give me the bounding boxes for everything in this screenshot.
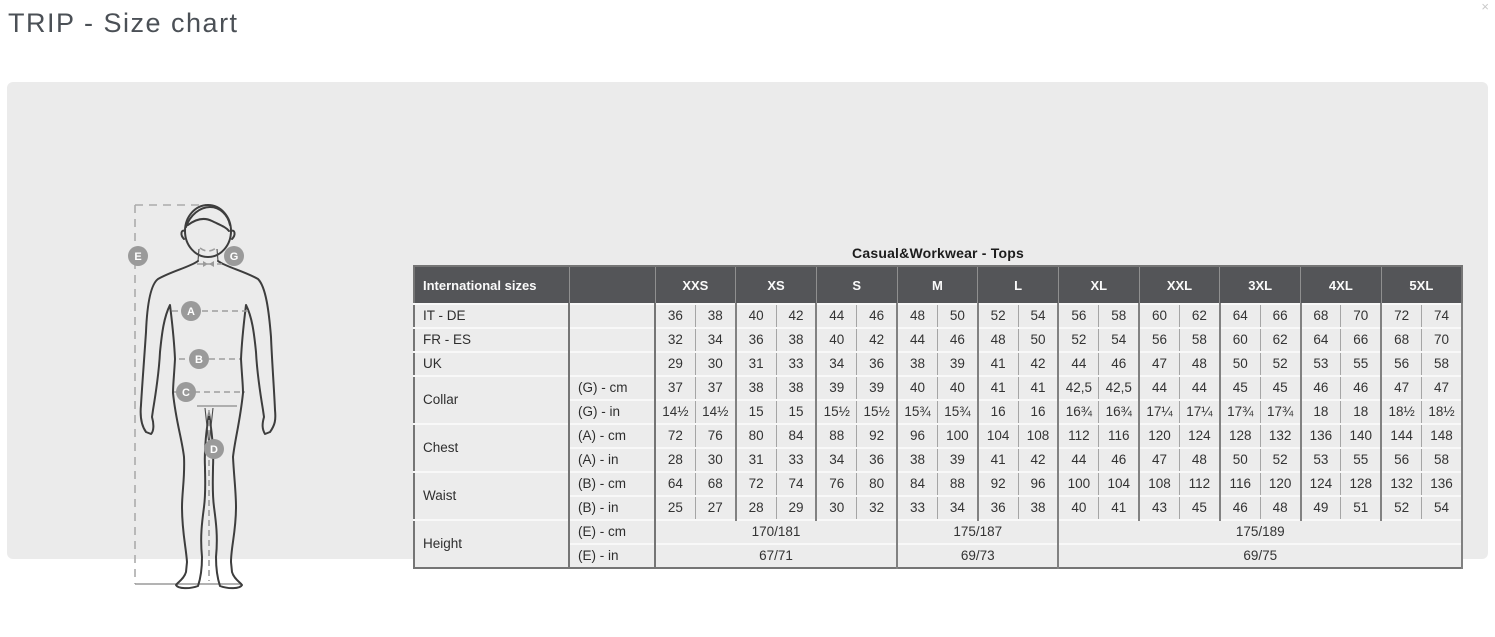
table-row bbox=[414, 448, 1462, 472]
value-cell: 96 bbox=[1018, 472, 1058, 496]
marker-E bbox=[128, 246, 148, 266]
row-sub-label bbox=[569, 328, 655, 352]
value-cell: 49 bbox=[1301, 496, 1341, 520]
row-sub-label: (E) - in bbox=[569, 544, 655, 568]
value-cell: 17¼ bbox=[1139, 400, 1179, 424]
header-size-3xl: 3XL bbox=[1220, 266, 1301, 304]
row-sub-label: (E) - cm bbox=[569, 520, 655, 544]
value-cell: 36 bbox=[978, 496, 1018, 520]
value-cell: 15 bbox=[776, 400, 816, 424]
value-cell: 50 bbox=[1018, 328, 1058, 352]
value-cell: 37 bbox=[655, 376, 695, 400]
row-sub-label bbox=[569, 352, 655, 376]
value-cell: 38 bbox=[736, 376, 776, 400]
size-chart-panel bbox=[7, 82, 1488, 563]
value-cell: 120 bbox=[1260, 472, 1300, 496]
value-cell: 48 bbox=[897, 304, 937, 328]
value-cell: 140 bbox=[1341, 424, 1381, 448]
value-cell: 52 bbox=[1058, 328, 1098, 352]
value-cell: 34 bbox=[816, 448, 856, 472]
value-cell: 64 bbox=[1301, 328, 1341, 352]
merged-value-cell: 67/71 bbox=[655, 544, 897, 568]
size-table-body bbox=[414, 304, 1462, 568]
row-label: UK bbox=[414, 352, 569, 376]
value-cell: 55 bbox=[1341, 352, 1381, 376]
value-cell: 60 bbox=[1220, 328, 1260, 352]
body-measurement-diagram bbox=[102, 177, 342, 637]
value-cell: 38 bbox=[1018, 496, 1058, 520]
value-cell: 128 bbox=[1220, 424, 1260, 448]
value-cell: 18 bbox=[1301, 400, 1341, 424]
merged-value-cell: 175/187 bbox=[897, 520, 1058, 544]
row-label: FR - ES bbox=[414, 328, 569, 352]
value-cell: 108 bbox=[1018, 424, 1058, 448]
table-row bbox=[414, 424, 1462, 448]
merged-value-cell: 69/75 bbox=[1058, 544, 1462, 568]
value-cell: 46 bbox=[857, 304, 897, 328]
marker-A bbox=[181, 301, 201, 321]
value-cell: 54 bbox=[1018, 304, 1058, 328]
value-cell: 18 bbox=[1341, 400, 1381, 424]
row-sub-label: (G) - cm bbox=[569, 376, 655, 400]
value-cell: 116 bbox=[1099, 424, 1139, 448]
value-cell: 36 bbox=[655, 304, 695, 328]
value-cell: 58 bbox=[1422, 448, 1462, 472]
row-label: Height bbox=[414, 520, 569, 568]
value-cell: 88 bbox=[937, 472, 977, 496]
row-sub-label: (B) - in bbox=[569, 496, 655, 520]
value-cell: 15½ bbox=[857, 400, 897, 424]
value-cell: 51 bbox=[1341, 496, 1381, 520]
value-cell: 52 bbox=[1381, 496, 1421, 520]
value-cell: 44 bbox=[897, 328, 937, 352]
row-label: Chest bbox=[414, 424, 569, 472]
value-cell: 116 bbox=[1220, 472, 1260, 496]
value-cell: 42 bbox=[857, 328, 897, 352]
value-cell: 45 bbox=[1179, 496, 1219, 520]
value-cell: 53 bbox=[1301, 352, 1341, 376]
value-cell: 72 bbox=[655, 424, 695, 448]
value-cell: 96 bbox=[897, 424, 937, 448]
value-cell: 42 bbox=[1018, 448, 1058, 472]
value-cell: 42 bbox=[776, 304, 816, 328]
value-cell: 30 bbox=[816, 496, 856, 520]
value-cell: 15 bbox=[736, 400, 776, 424]
value-cell: 72 bbox=[736, 472, 776, 496]
value-cell: 68 bbox=[695, 472, 735, 496]
value-cell: 52 bbox=[978, 304, 1018, 328]
row-sub-label: (A) - cm bbox=[569, 424, 655, 448]
value-cell: 17¾ bbox=[1260, 400, 1300, 424]
value-cell: 33 bbox=[776, 448, 816, 472]
table-row bbox=[414, 328, 1462, 352]
table-row bbox=[414, 544, 1462, 568]
value-cell: 44 bbox=[1058, 352, 1098, 376]
page-title: TRIP - Size chart bbox=[8, 8, 239, 38]
row-sub-label: (A) - in bbox=[569, 448, 655, 472]
marker-C bbox=[176, 382, 196, 402]
value-cell: 76 bbox=[816, 472, 856, 496]
value-cell: 47 bbox=[1381, 376, 1421, 400]
value-cell: 70 bbox=[1422, 328, 1462, 352]
table-row bbox=[414, 376, 1462, 400]
value-cell: 34 bbox=[937, 496, 977, 520]
value-cell: 60 bbox=[1139, 304, 1179, 328]
value-cell: 128 bbox=[1341, 472, 1381, 496]
value-cell: 17¾ bbox=[1220, 400, 1260, 424]
value-cell: 50 bbox=[1220, 352, 1260, 376]
value-cell: 38 bbox=[776, 376, 816, 400]
value-cell: 104 bbox=[1099, 472, 1139, 496]
value-cell: 16¾ bbox=[1058, 400, 1098, 424]
value-cell: 15¾ bbox=[937, 400, 977, 424]
value-cell: 76 bbox=[695, 424, 735, 448]
header-size-xxl: XXL bbox=[1139, 266, 1220, 304]
value-cell: 25 bbox=[655, 496, 695, 520]
value-cell: 56 bbox=[1381, 448, 1421, 472]
value-cell: 14½ bbox=[655, 400, 695, 424]
value-cell: 46 bbox=[1099, 448, 1139, 472]
value-cell: 104 bbox=[978, 424, 1018, 448]
value-cell: 52 bbox=[1260, 448, 1300, 472]
chin-dash bbox=[200, 248, 216, 251]
value-cell: 100 bbox=[1058, 472, 1098, 496]
value-cell: 48 bbox=[1179, 352, 1219, 376]
value-cell: 42,5 bbox=[1058, 376, 1098, 400]
value-cell: 46 bbox=[1341, 376, 1381, 400]
body-outline bbox=[141, 261, 276, 588]
value-cell: 45 bbox=[1220, 376, 1260, 400]
svg-text:C: C bbox=[182, 387, 190, 399]
value-cell: 80 bbox=[857, 472, 897, 496]
value-cell: 42,5 bbox=[1099, 376, 1139, 400]
svg-text:G: G bbox=[229, 251, 239, 263]
value-cell: 62 bbox=[1260, 328, 1300, 352]
merged-value-cell: 69/73 bbox=[897, 544, 1058, 568]
value-cell: 47 bbox=[1139, 448, 1179, 472]
value-cell: 41 bbox=[978, 352, 1018, 376]
value-cell: 40 bbox=[937, 376, 977, 400]
value-cell: 40 bbox=[816, 328, 856, 352]
value-cell: 27 bbox=[695, 496, 735, 520]
header-size-xs: XS bbox=[736, 266, 817, 304]
value-cell: 37 bbox=[695, 376, 735, 400]
merged-value-cell: 175/189 bbox=[1058, 520, 1462, 544]
value-cell: 74 bbox=[776, 472, 816, 496]
row-label: Collar bbox=[414, 376, 569, 424]
value-cell: 68 bbox=[1381, 328, 1421, 352]
value-cell: 62 bbox=[1179, 304, 1219, 328]
value-cell: 92 bbox=[978, 472, 1018, 496]
value-cell: 16 bbox=[1018, 400, 1058, 424]
value-cell: 112 bbox=[1058, 424, 1098, 448]
svg-text:E: E bbox=[134, 251, 142, 263]
value-cell: 38 bbox=[695, 304, 735, 328]
value-cell: 41 bbox=[978, 376, 1018, 400]
value-cell: 18½ bbox=[1422, 400, 1462, 424]
svg-text:A: A bbox=[187, 306, 195, 318]
value-cell: 132 bbox=[1381, 472, 1421, 496]
value-cell: 30 bbox=[695, 448, 735, 472]
value-cell: 40 bbox=[897, 376, 937, 400]
value-cell: 15¾ bbox=[897, 400, 937, 424]
row-label: Waist bbox=[414, 472, 569, 520]
value-cell: 29 bbox=[776, 496, 816, 520]
value-cell: 44 bbox=[816, 304, 856, 328]
value-cell: 32 bbox=[655, 328, 695, 352]
value-cell: 30 bbox=[695, 352, 735, 376]
value-cell: 100 bbox=[937, 424, 977, 448]
svg-text:B: B bbox=[195, 354, 203, 366]
table-row bbox=[414, 304, 1462, 328]
value-cell: 38 bbox=[776, 328, 816, 352]
value-cell: 88 bbox=[816, 424, 856, 448]
value-cell: 50 bbox=[937, 304, 977, 328]
value-cell: 38 bbox=[897, 448, 937, 472]
value-cell: 56 bbox=[1139, 328, 1179, 352]
header-size-m: M bbox=[897, 266, 978, 304]
value-cell: 84 bbox=[897, 472, 937, 496]
header-size-xxs: XXS bbox=[655, 266, 736, 304]
value-cell: 144 bbox=[1381, 424, 1421, 448]
value-cell: 44 bbox=[1058, 448, 1098, 472]
value-cell: 40 bbox=[736, 304, 776, 328]
table-row bbox=[414, 520, 1462, 544]
table-title: Casual&Workwear - Tops bbox=[852, 245, 1024, 261]
value-cell: 31 bbox=[736, 352, 776, 376]
value-cell: 112 bbox=[1179, 472, 1219, 496]
size-table-section bbox=[413, 245, 1463, 569]
value-cell: 56 bbox=[1058, 304, 1098, 328]
header-international-sizes: International sizes bbox=[414, 266, 569, 304]
size-table bbox=[413, 265, 1463, 569]
value-cell: 136 bbox=[1301, 424, 1341, 448]
value-cell: 48 bbox=[1179, 448, 1219, 472]
marker-G bbox=[224, 246, 244, 266]
value-cell: 54 bbox=[1099, 328, 1139, 352]
value-cell: 54 bbox=[1422, 496, 1462, 520]
size-table-head bbox=[414, 266, 1462, 304]
value-cell: 46 bbox=[937, 328, 977, 352]
value-cell: 38 bbox=[897, 352, 937, 376]
value-cell: 66 bbox=[1341, 328, 1381, 352]
value-cell: 136 bbox=[1422, 472, 1462, 496]
value-cell: 64 bbox=[1220, 304, 1260, 328]
value-cell: 29 bbox=[655, 352, 695, 376]
value-cell: 36 bbox=[857, 352, 897, 376]
header-size-4xl: 4XL bbox=[1301, 266, 1382, 304]
value-cell: 15½ bbox=[816, 400, 856, 424]
table-row bbox=[414, 496, 1462, 520]
value-cell: 44 bbox=[1139, 376, 1179, 400]
header-size-xl: XL bbox=[1058, 266, 1139, 304]
value-cell: 47 bbox=[1139, 352, 1179, 376]
value-cell: 108 bbox=[1139, 472, 1179, 496]
value-cell: 58 bbox=[1422, 352, 1462, 376]
value-cell: 39 bbox=[816, 376, 856, 400]
value-cell: 70 bbox=[1341, 304, 1381, 328]
row-sub-label: (G) - in bbox=[569, 400, 655, 424]
value-cell: 46 bbox=[1220, 496, 1260, 520]
row-sub-label bbox=[569, 304, 655, 328]
value-cell: 33 bbox=[776, 352, 816, 376]
value-cell: 16 bbox=[978, 400, 1018, 424]
header-row bbox=[414, 266, 1462, 304]
svg-text:D: D bbox=[210, 444, 218, 456]
value-cell: 124 bbox=[1301, 472, 1341, 496]
value-cell: 18½ bbox=[1381, 400, 1421, 424]
table-row bbox=[414, 472, 1462, 496]
value-cell: 39 bbox=[937, 448, 977, 472]
value-cell: 48 bbox=[978, 328, 1018, 352]
marker-B bbox=[189, 349, 209, 369]
value-cell: 92 bbox=[857, 424, 897, 448]
row-sub-label: (B) - cm bbox=[569, 472, 655, 496]
value-cell: 43 bbox=[1139, 496, 1179, 520]
value-cell: 44 bbox=[1179, 376, 1219, 400]
table-row bbox=[414, 352, 1462, 376]
value-cell: 14½ bbox=[695, 400, 735, 424]
value-cell: 33 bbox=[897, 496, 937, 520]
header-size-5xl: 5XL bbox=[1381, 266, 1462, 304]
marker-D bbox=[204, 439, 224, 459]
value-cell: 41 bbox=[1099, 496, 1139, 520]
merged-value-cell: 170/181 bbox=[655, 520, 897, 544]
value-cell: 36 bbox=[857, 448, 897, 472]
value-cell: 48 bbox=[1260, 496, 1300, 520]
value-cell: 42 bbox=[1018, 352, 1058, 376]
value-cell: 72 bbox=[1381, 304, 1421, 328]
value-cell: 66 bbox=[1260, 304, 1300, 328]
value-cell: 84 bbox=[776, 424, 816, 448]
value-cell: 28 bbox=[655, 448, 695, 472]
value-cell: 50 bbox=[1220, 448, 1260, 472]
table-row bbox=[414, 400, 1462, 424]
value-cell: 53 bbox=[1301, 448, 1341, 472]
value-cell: 41 bbox=[978, 448, 1018, 472]
value-cell: 28 bbox=[736, 496, 776, 520]
value-cell: 64 bbox=[655, 472, 695, 496]
value-cell: 80 bbox=[736, 424, 776, 448]
value-cell: 39 bbox=[857, 376, 897, 400]
value-cell: 56 bbox=[1381, 352, 1421, 376]
value-cell: 39 bbox=[937, 352, 977, 376]
value-cell: 32 bbox=[857, 496, 897, 520]
value-cell: 46 bbox=[1099, 352, 1139, 376]
value-cell: 46 bbox=[1301, 376, 1341, 400]
header-size-l: L bbox=[978, 266, 1059, 304]
header-blank bbox=[569, 266, 655, 304]
value-cell: 58 bbox=[1099, 304, 1139, 328]
value-cell: 120 bbox=[1139, 424, 1179, 448]
row-label: IT - DE bbox=[414, 304, 569, 328]
value-cell: 34 bbox=[816, 352, 856, 376]
value-cell: 124 bbox=[1179, 424, 1219, 448]
value-cell: 55 bbox=[1341, 448, 1381, 472]
value-cell: 148 bbox=[1422, 424, 1462, 448]
value-cell: 45 bbox=[1260, 376, 1300, 400]
value-cell: 58 bbox=[1179, 328, 1219, 352]
value-cell: 41 bbox=[1018, 376, 1058, 400]
header-size-s: S bbox=[816, 266, 897, 304]
value-cell: 17¼ bbox=[1179, 400, 1219, 424]
value-cell: 36 bbox=[736, 328, 776, 352]
value-cell: 74 bbox=[1422, 304, 1462, 328]
close-icon[interactable]: × bbox=[1481, 0, 1489, 14]
value-cell: 16¾ bbox=[1099, 400, 1139, 424]
value-cell: 40 bbox=[1058, 496, 1098, 520]
value-cell: 47 bbox=[1422, 376, 1462, 400]
value-cell: 31 bbox=[736, 448, 776, 472]
value-cell: 52 bbox=[1260, 352, 1300, 376]
value-cell: 34 bbox=[695, 328, 735, 352]
value-cell: 132 bbox=[1260, 424, 1300, 448]
value-cell: 68 bbox=[1301, 304, 1341, 328]
